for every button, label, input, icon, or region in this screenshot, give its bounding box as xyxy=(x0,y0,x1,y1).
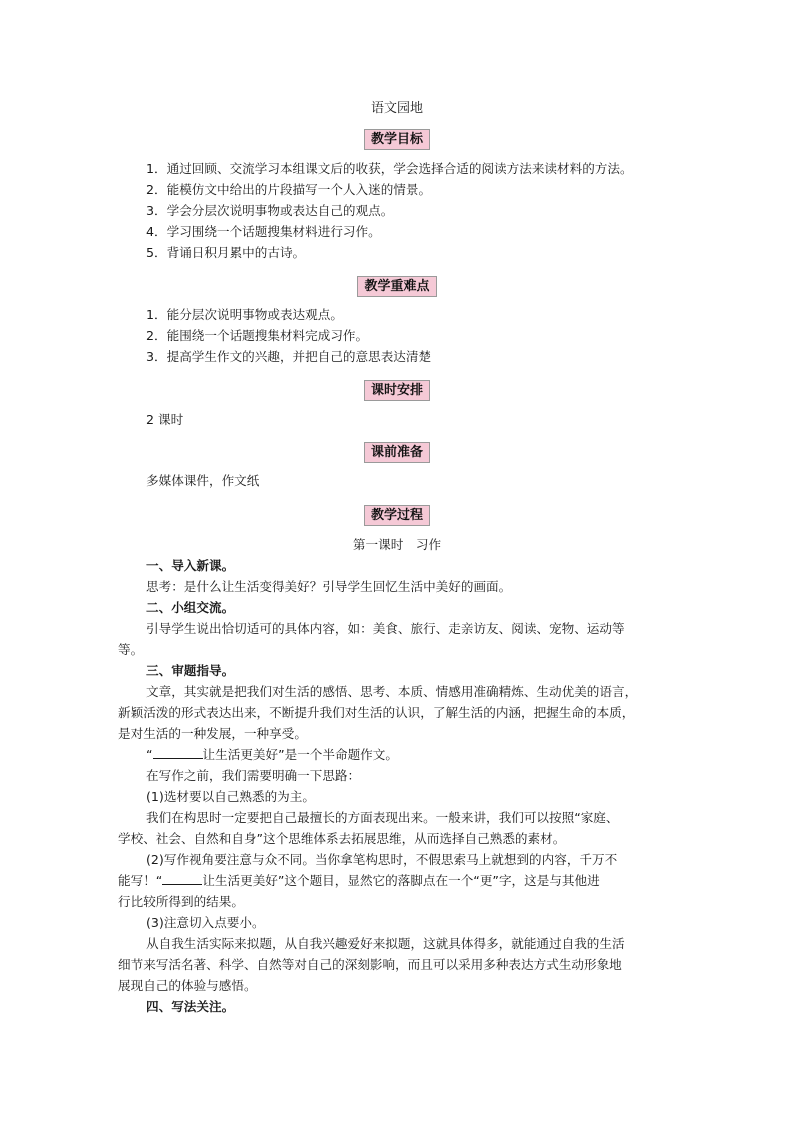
step-2-heading: 二、小组交流。 xyxy=(146,600,235,615)
goal-item-4: 4．学习围绕一个话题搜集材料进行习作。 xyxy=(146,224,381,239)
paragraph-line: 细节来写活名著、科学、自然等对自己的深刻影响，而且可以采用多种表达方式生动形象地 xyxy=(118,957,622,972)
paragraph-line: 在写作之前，我们需要明确一下思路： xyxy=(146,768,361,783)
paragraph-line: 等。 xyxy=(118,642,144,657)
paragraph-line: 是对生活的一种发展，一种享受。 xyxy=(118,726,307,741)
point-3: (3)注意切入点要小。 xyxy=(146,915,265,930)
quote-mark: “ xyxy=(146,747,153,762)
paragraph-line: 从自我生活实际来拟题，从自我兴趣爱好来拟题，这就具体得多，就能通过自我的生活 xyxy=(146,936,625,951)
paragraph-text: 能写！“ xyxy=(118,873,163,888)
process-heading: 教学过程 xyxy=(364,505,430,526)
lesson-title: 第一课时 习作 xyxy=(352,537,442,552)
goal-item-3: 3．学会分层次说明事物或表达自己的观点。 xyxy=(146,203,394,218)
point-1: (1)选材要以自己熟悉的为主。 xyxy=(146,789,315,804)
schedule-heading: 课时安排 xyxy=(364,380,430,401)
key-points-heading: 教学重难点 xyxy=(357,276,436,297)
paragraph-text: 让生活更美好”这个题目，显然它的落脚点在一个“更”字，这是与其他进 xyxy=(202,873,600,888)
half-title-line xyxy=(146,746,398,763)
key-points-heading-wrap xyxy=(0,275,794,297)
point-2: (2)写作视角要注意与众不同。当你拿笔构思时，不假思索马上就想到的内容，千万不 xyxy=(146,852,618,867)
paragraph-line: 引导学生说出恰切适可的具体内容，如：美食、旅行、走亲访友、阅读、宠物、运动等 xyxy=(146,621,625,636)
paragraph-line: 学校、社会、自然和自身”这个思维体系去拓展思维，从而选择自己熟悉的素材。 xyxy=(118,831,566,846)
step-4-heading: 四、写法关注。 xyxy=(146,999,235,1014)
half-title-text: 让生活更美好”是一个半命题作文。 xyxy=(202,747,398,762)
paragraph-line: 思考：是什么让生活变得美好？引导学生回忆生活中美好的画面。 xyxy=(146,579,512,594)
paragraph-line: 文章，其实就是把我们对生活的感悟、思考、本质、情感用准确精炼、生动优美的语言， xyxy=(146,684,638,699)
paragraph-line: 我们在构思时一定要把自己最擅长的方面表现出来。一般来讲，我们可以按照“家庭、 xyxy=(146,810,619,825)
process-heading-wrap xyxy=(0,504,794,526)
paragraph-line: 新颖活泼的形式表达出来，不断提升我们对生活的认识，了解生活的内涵，把握生命的本质， xyxy=(118,705,635,720)
preparation-text: 多媒体课件，作文纸 xyxy=(146,473,260,488)
preparation-heading-wrap xyxy=(0,441,794,463)
goals-heading: 教学目标 xyxy=(364,129,430,150)
paragraph-line: 行比较所得到的结果。 xyxy=(118,894,244,909)
title-blank xyxy=(153,746,203,759)
goal-item-5: 5．背诵日积月累中的古诗。 xyxy=(146,245,306,260)
key-point-item-3: 3．提高学生作文的兴趣，并把自己的意思表达清楚 xyxy=(146,349,432,364)
schedule-text: 2 课时 xyxy=(146,412,184,427)
title-blank xyxy=(162,872,202,885)
paragraph-line: 展现自己的体验与感悟。 xyxy=(118,978,257,993)
half-title-line-2 xyxy=(118,872,600,889)
key-point-item-1: 1．能分层次说明事物或表达观点。 xyxy=(146,307,343,322)
key-point-item-2: 2．能围绕一个话题搜集材料完成习作。 xyxy=(146,328,369,343)
goals-heading-wrap xyxy=(0,128,794,150)
document-title: 语文园地 xyxy=(370,101,423,116)
step-1-heading: 一、导入新课。 xyxy=(146,558,235,573)
schedule-heading-wrap xyxy=(0,379,794,401)
goal-item-2: 2．能模仿文中给出的片段描写一个人入迷的情景。 xyxy=(146,182,432,197)
goal-item-1: 1．通过回顾、交流学习本组课文后的收获，学会选择合适的阅读方法来读材料的方法。 xyxy=(146,161,633,176)
preparation-heading: 课前准备 xyxy=(364,442,430,463)
step-3-heading: 三、审题指导。 xyxy=(146,663,235,678)
